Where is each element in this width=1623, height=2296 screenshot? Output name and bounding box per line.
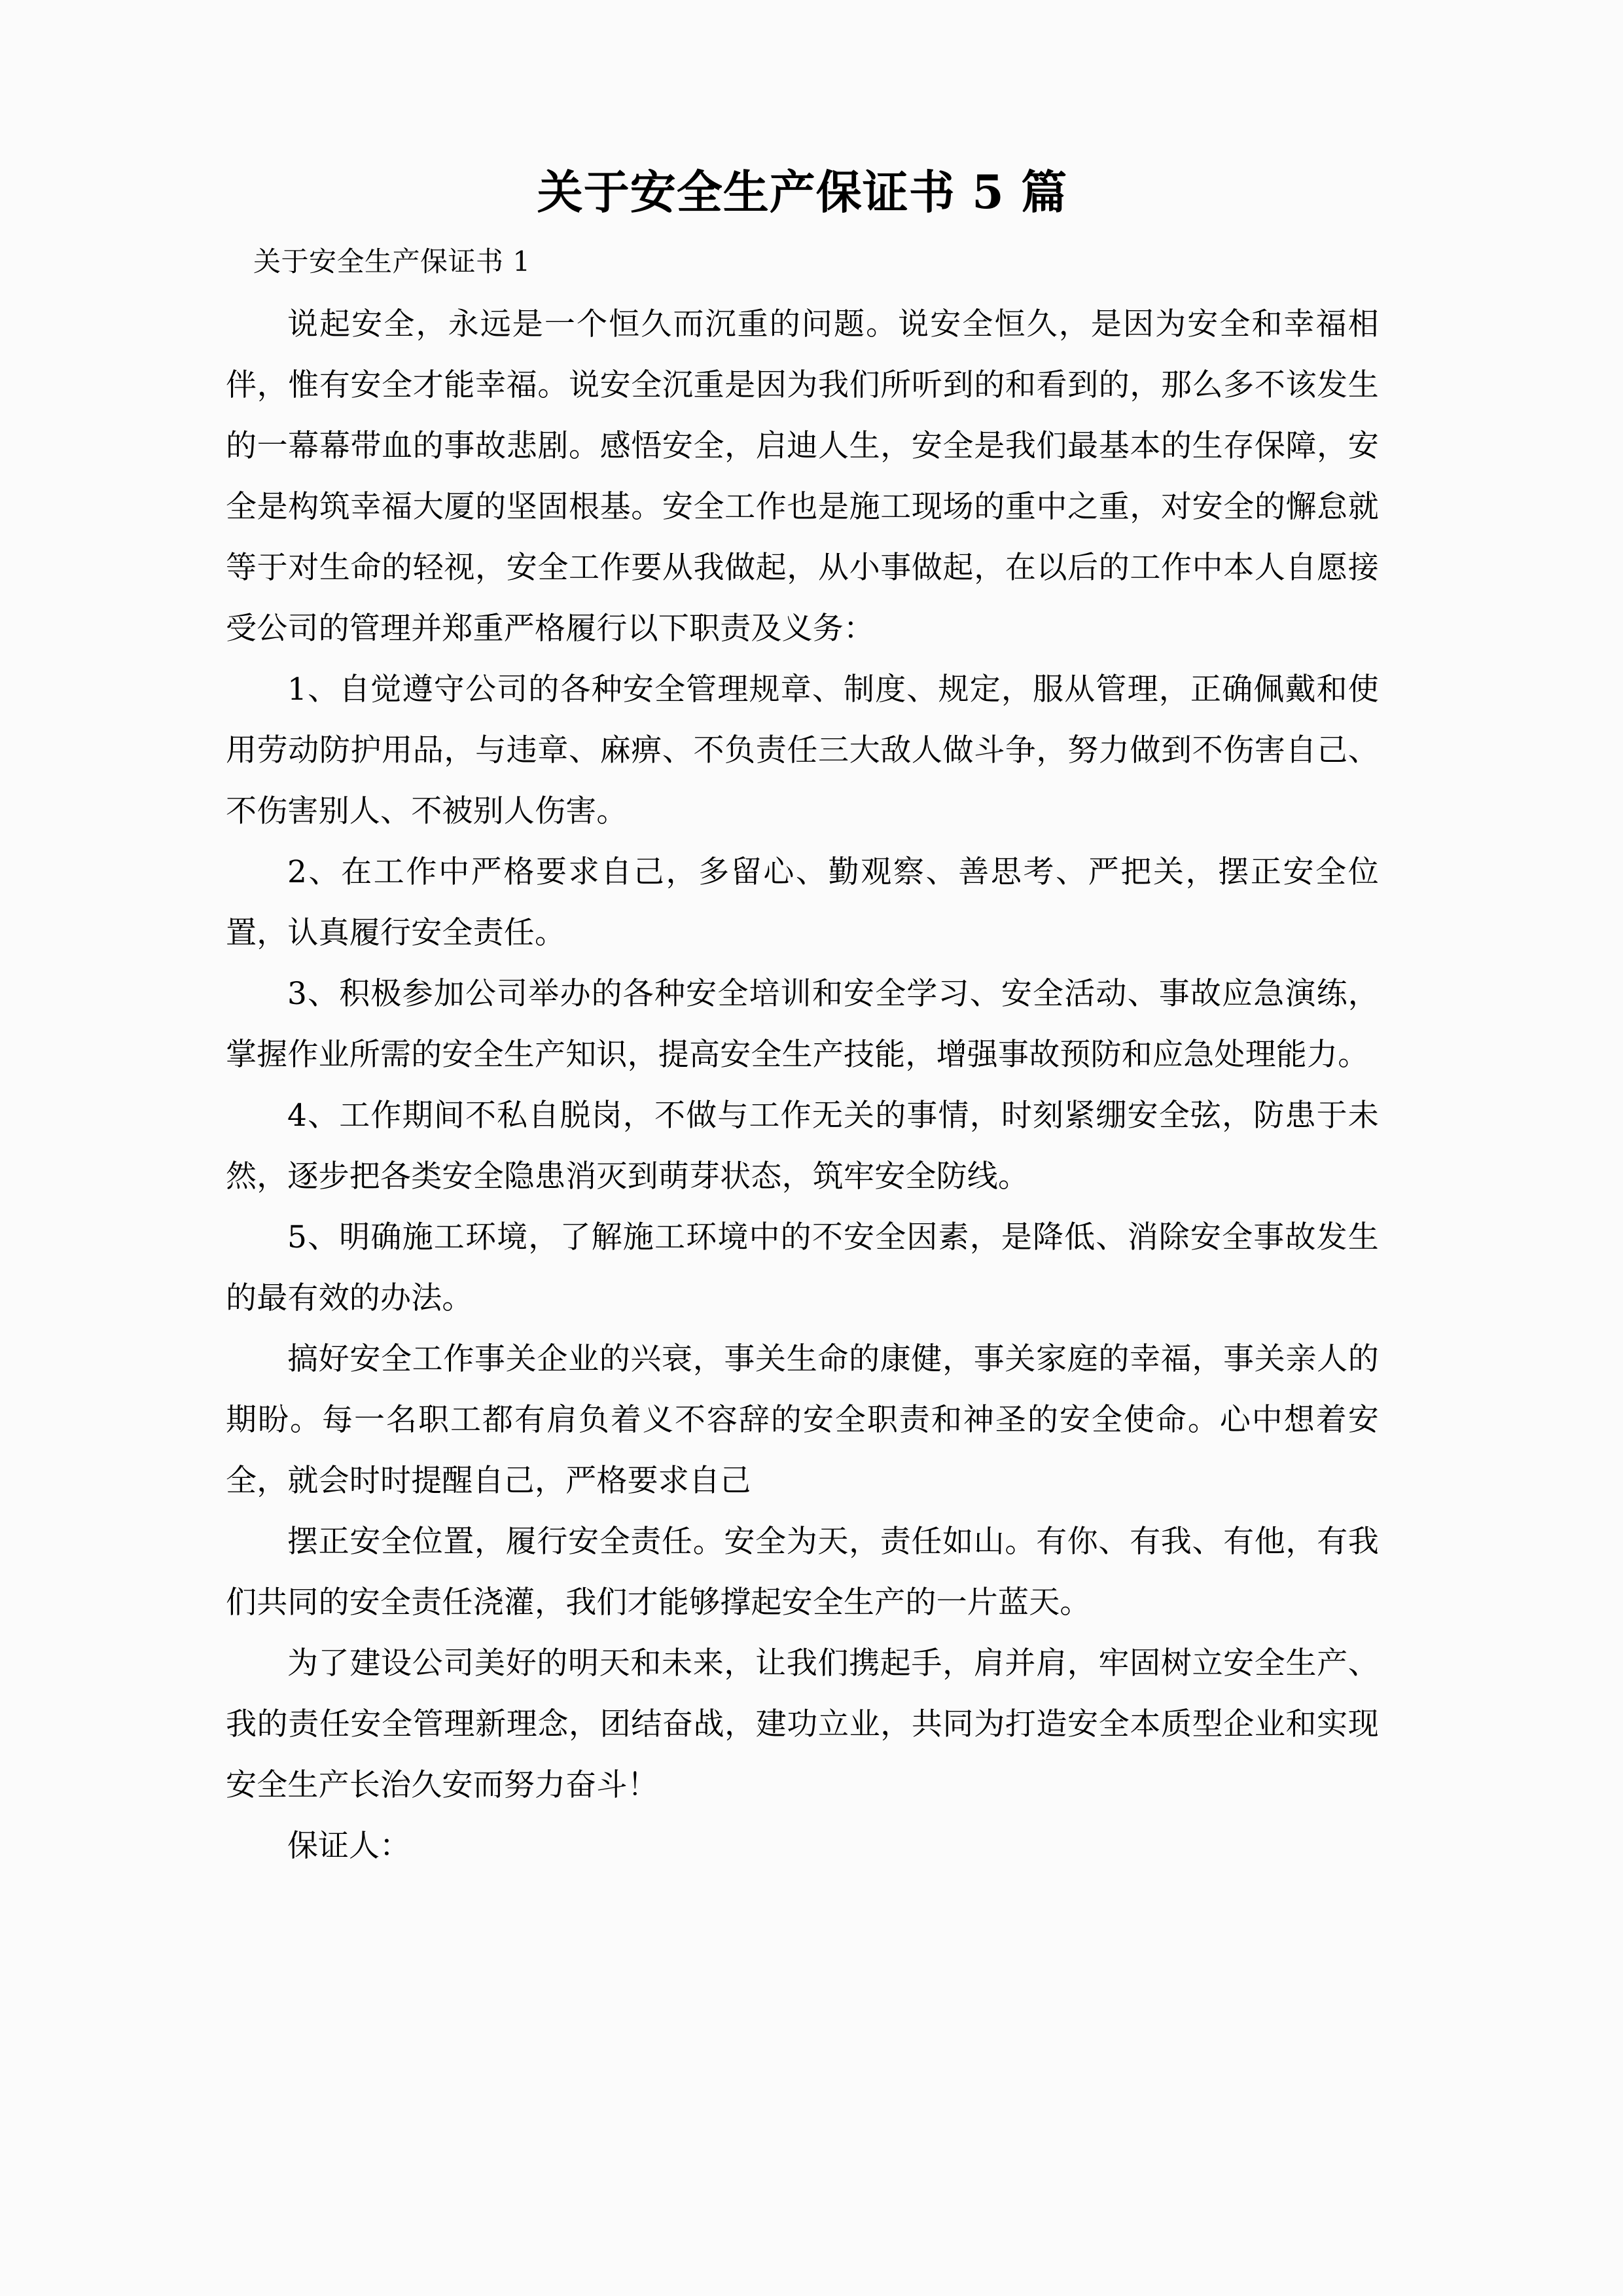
paragraph-duty-5: 5、明确施工环境，了解施工环境中的不安全因素，是降低、消除安全事故发生的最有效的办法。 xyxy=(226,1219,1379,1316)
paragraph-duty-4: 4、工作期间不私自脱岗，不做与工作无关的事情，时刻紧绷安全弦，防患于未然，逐步把各类安全隐患消灭到萌芽状态，筑牢安全防线。 xyxy=(226,1097,1379,1194)
signature-label: 保证人： xyxy=(287,1827,410,1864)
document-subtitle: 关于安全生产保证书 1 xyxy=(253,245,531,278)
document-body xyxy=(226,164,1379,1876)
paragraph-duty-1: 1、自觉遵守公司的各种安全管理规章、制度、规定，服从管理，正确佩戴和使用劳动防护用品，与违章、麻痹、不负责任三大敌人做斗争，努力做到不伤害自己、不伤害别人、不被别人伤害。 xyxy=(226,671,1379,829)
paragraph-closing-2: 摆正安全位置，履行安全责任。安全为天，责任如山。有你、有我、有他，有我们共同的安全责任浇灌，我们才能够撑起安全生产的一片蓝天。 xyxy=(226,1523,1379,1621)
paragraph-duty-2: 2、在工作中严格要求自己，多留心、勤观察、善思考、严把关，摆正安全位置，认真履行安全责任。 xyxy=(226,853,1379,951)
paragraph-intro: 说起安全，永远是一个恒久而沉重的问题。说安全恒久，是因为安全和幸福相伴，惟有安全才能幸福。说安全沉重是因为我们所听到的和看到的，那么多不该发生的一幕幕带血的事故悲剧。感悟安全，启迪人生，安全是我们最基本的生存保障，安全是构筑幸福大厦的坚固根基。安全工作也是施工现场的重中之重，对安全的懈怠就等于对生命的轻视，安全工作要从我做起，从小事做起，在以后的工作中本人自愿接受公司的管理并郑重严格履行以下职责及义务： xyxy=(226,306,1379,647)
paragraph-closing-3: 为了建设公司美好的明天和未来，让我们携起手，肩并肩，牢固树立安全生产、我的责任安全管理新理念，团结奋战，建功立业，共同为打造安全本质型企业和实现安全生产长治久安而努力奋斗！ xyxy=(226,1645,1379,1803)
paragraph-closing-1: 搞好安全工作事关企业的兴衰，事关生命的康健，事关家庭的幸福，事关亲人的期盼。每一名职工都有肩负着义不容辞的安全职责和神圣的安全使命。心中想着安全，就会时时提醒自己，严格要求自己 xyxy=(226,1340,1379,1499)
paragraph-duty-3: 3、积极参加公司举办的各种安全培训和安全学习、安全活动、事故应急演练，掌握作业所需的安全生产知识，提高安全生产技能，增强事故预防和应急处理能力。 xyxy=(226,975,1379,1073)
page-title: 关于安全生产保证书 5 篇 xyxy=(537,165,1068,219)
